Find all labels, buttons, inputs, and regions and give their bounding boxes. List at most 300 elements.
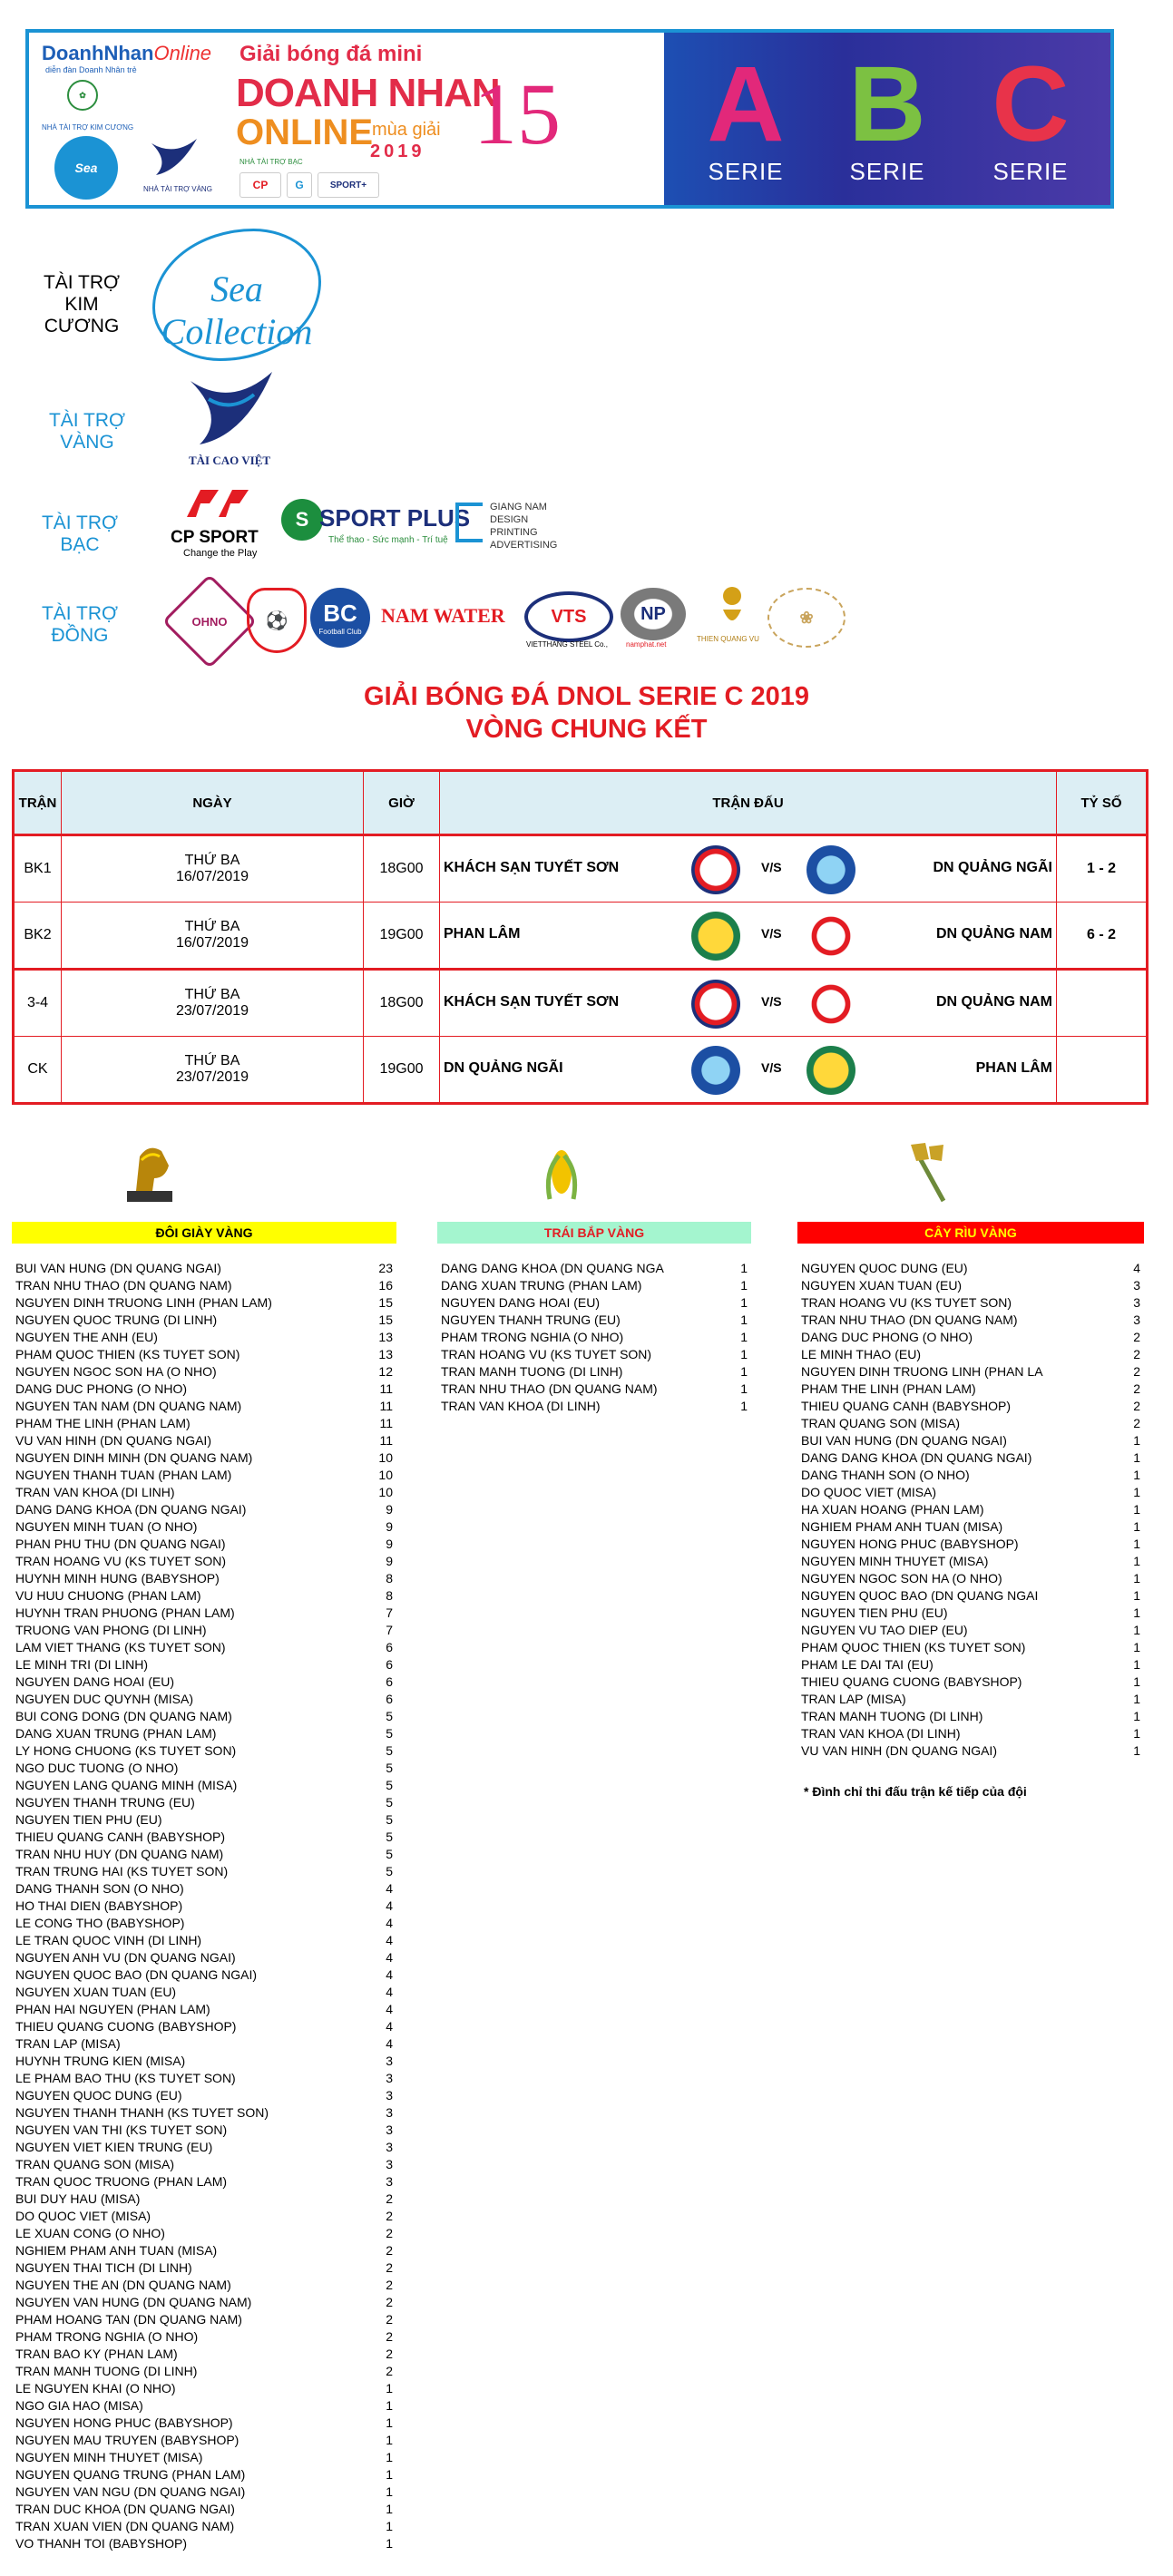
player-row bbox=[12, 2397, 396, 2415]
fixture-time: 19G00 bbox=[364, 903, 440, 970]
fixture-match bbox=[440, 1037, 1057, 1104]
player-name: TRAN NHU THAO (DN QUANG NAM) bbox=[15, 1278, 232, 1293]
player-row bbox=[797, 1587, 1144, 1605]
player-name: TRAN HOANG VU (KS TUYET SON) bbox=[15, 1554, 227, 1568]
away-team: DN QUẢNG NAM bbox=[936, 926, 1052, 942]
phan-lam-badge-icon bbox=[806, 1046, 855, 1095]
player-count: 3 bbox=[386, 2105, 393, 2120]
player-row bbox=[437, 1294, 751, 1312]
giay-vang-list bbox=[12, 1260, 396, 2552]
player-count: 2 bbox=[386, 2209, 393, 2223]
player-row bbox=[797, 1398, 1144, 1415]
player-name: NGUYEN VAN NGU (DN QUANG NGAI) bbox=[15, 2484, 246, 2499]
header-banner bbox=[25, 29, 1114, 209]
serie-c-letter: C bbox=[992, 44, 1070, 164]
player-name: DANG DANG KHOA (DN QUANG NGA bbox=[441, 1261, 664, 1275]
fixture-date bbox=[62, 970, 364, 1037]
player-name: PHAM TRONG NGHIA (O NHO) bbox=[15, 2329, 199, 2344]
player-name: NGUYEN VU TAO DIEP (EU) bbox=[801, 1623, 968, 1637]
tai-cao-viet-text: TÀI CAO VIỆT bbox=[189, 454, 271, 467]
player-name: PHAM HOANG TAN (DN QUANG NAM) bbox=[15, 2312, 242, 2327]
player-row bbox=[12, 1381, 396, 1398]
fixture-row bbox=[14, 835, 1148, 903]
player-row bbox=[12, 2466, 396, 2483]
player-row bbox=[12, 2173, 396, 2191]
player-count: 3 bbox=[386, 2088, 393, 2103]
player-name: PHAM TRONG NGHIA (O NHO) bbox=[441, 1330, 624, 1344]
vts-subtext: VIETTHANG STEEL Co., bbox=[526, 640, 608, 649]
player-name: VU VAN HINH (DN QUANG NGAI) bbox=[15, 1433, 211, 1448]
player-row bbox=[12, 2432, 396, 2449]
player-name: DANG DANG KHOA (DN QUANG NGAI) bbox=[15, 1502, 247, 1517]
player-count: 2 bbox=[386, 2278, 393, 2292]
player-count: 15 bbox=[378, 1295, 393, 1310]
serie-a-letter: A bbox=[707, 44, 785, 164]
player-row bbox=[12, 1294, 396, 1312]
player-row bbox=[437, 1312, 751, 1329]
player-name: HUYNH MINH HUNG (BABYSHOP) bbox=[15, 1571, 220, 1586]
player-count: 3 bbox=[1133, 1278, 1140, 1293]
player-row bbox=[12, 2363, 396, 2380]
serie-b-letter: B bbox=[848, 44, 926, 164]
sea-collection-text: Sea Collection bbox=[161, 268, 313, 352]
player-count: 11 bbox=[379, 1416, 393, 1430]
player-row bbox=[12, 2259, 396, 2277]
player-name: NGUYEN MINH THUYET (MISA) bbox=[801, 1554, 989, 1568]
banner-sponsor-kim-cuong: NHÀ TÀI TRỢ KIM CƯƠNG bbox=[42, 123, 134, 132]
player-count: 2 bbox=[386, 2191, 393, 2206]
header-tran-dau: TRẬN ĐẤU bbox=[440, 771, 1057, 835]
player-name: LE NGUYEN KHAI (O NHO) bbox=[15, 2381, 176, 2395]
player-name: NGUYEN THANH TRUNG (EU) bbox=[441, 1312, 621, 1327]
player-row bbox=[12, 1777, 396, 1794]
player-row bbox=[797, 1329, 1144, 1346]
player-name: TRAN TRUNG HAI (KS TUYET SON) bbox=[15, 1864, 229, 1878]
player-name: NGUYEN XUAN TUAN (EU) bbox=[15, 1985, 177, 1999]
player-row bbox=[437, 1381, 751, 1398]
player-row bbox=[797, 1346, 1144, 1363]
player-name: LE MINH THAO (EU) bbox=[801, 1347, 921, 1361]
vts-logo-icon bbox=[524, 591, 613, 642]
fixture-score bbox=[1057, 1037, 1148, 1104]
player-count: 12 bbox=[378, 1364, 393, 1379]
header-ngay: NGÀY bbox=[62, 771, 364, 835]
player-row bbox=[12, 1691, 396, 1708]
player-name: NGUYEN NGOC SON HA (O NHO) bbox=[801, 1571, 1002, 1586]
fixture-time: 19G00 bbox=[364, 1037, 440, 1104]
player-name: VO THANH TOI (BABYSHOP) bbox=[15, 2536, 188, 2551]
player-count: 4 bbox=[386, 2036, 393, 2051]
player-count: 1 bbox=[1133, 1657, 1140, 1672]
fixture-id: BK1 bbox=[14, 835, 62, 903]
player-count: 1 bbox=[386, 2398, 393, 2413]
away-team: PHAN LÂM bbox=[975, 1060, 1052, 1076]
vs-label: V/S bbox=[761, 994, 782, 1009]
serie-b-label: SERIE bbox=[849, 158, 925, 185]
player-name: PHAN HAI NGUYEN (PHAN LAM) bbox=[15, 2002, 210, 2016]
player-count: 1 bbox=[1133, 1692, 1140, 1706]
fixture-row bbox=[14, 903, 1148, 970]
player-row bbox=[12, 2208, 396, 2225]
player-row bbox=[12, 1570, 396, 1587]
player-count: 8 bbox=[386, 1571, 393, 1586]
player-count: 5 bbox=[386, 1726, 393, 1741]
home-team: KHÁCH SẠN TUYẾT SƠN bbox=[444, 994, 620, 1010]
player-name: NGUYEN DINH TRUONG LINH (PHAN LA bbox=[801, 1364, 1043, 1379]
player-count: 2 bbox=[386, 2260, 393, 2275]
home-team: PHAN LÂM bbox=[444, 926, 521, 942]
player-name: NGUYEN THANH THANH (KS TUYET SON) bbox=[15, 2105, 269, 2120]
player-count: 1 bbox=[740, 1399, 748, 1413]
player-row bbox=[12, 1398, 396, 1415]
player-row bbox=[12, 2518, 396, 2535]
player-name: THIEU QUANG CUONG (BABYSHOP) bbox=[801, 1674, 1022, 1689]
player-row bbox=[797, 1673, 1144, 1691]
player-name: TRAN VAN KHOA (DI LINH) bbox=[801, 1726, 961, 1741]
player-row bbox=[797, 1432, 1144, 1449]
player-row bbox=[12, 1329, 396, 1346]
player-row bbox=[797, 1277, 1144, 1294]
player-row bbox=[797, 1691, 1144, 1708]
player-name: LAM VIET THANG (KS TUYET SON) bbox=[15, 1640, 226, 1654]
player-name: THIEU QUANG CUONG (BABYSHOP) bbox=[15, 2019, 237, 2034]
player-row bbox=[12, 1846, 396, 1863]
sponsor-badge-icon: ✿ bbox=[67, 80, 98, 111]
player-name: TRAN NHU HUY (DN QUANG NAM) bbox=[15, 1847, 224, 1861]
player-count: 4 bbox=[386, 2002, 393, 2016]
player-count: 3 bbox=[386, 2157, 393, 2171]
player-name: NGUYEN MAU TRUYEN (BABYSHOP) bbox=[15, 2433, 239, 2447]
giang-nam-logo-icon bbox=[455, 503, 483, 542]
player-row bbox=[12, 1880, 396, 1898]
sponsor-label-kim-cuong: TÀI TRỢ KIM CƯƠNG bbox=[43, 272, 121, 337]
sport-plus-text: SPORT PLUS bbox=[319, 504, 471, 532]
player-count: 3 bbox=[386, 2122, 393, 2137]
player-count: 10 bbox=[378, 1468, 393, 1482]
player-row bbox=[797, 1294, 1144, 1312]
player-name: NGUYEN MINH THUYET (MISA) bbox=[15, 2450, 203, 2464]
fixture-date-value: 23/07/2019 bbox=[175, 1069, 249, 1085]
player-count: 4 bbox=[386, 1898, 393, 1913]
player-row bbox=[12, 2294, 396, 2311]
player-count: 1 bbox=[1133, 1450, 1140, 1465]
vs-label: V/S bbox=[761, 926, 782, 941]
player-row bbox=[12, 2483, 396, 2501]
serie-a-label: SERIE bbox=[708, 158, 784, 185]
bap-vang-list bbox=[437, 1260, 751, 1415]
player-row bbox=[12, 2225, 396, 2242]
player-count: 3 bbox=[1133, 1312, 1140, 1327]
player-count: 13 bbox=[378, 1347, 393, 1361]
player-count: 4 bbox=[386, 1916, 393, 1930]
player-count: 2 bbox=[1133, 1416, 1140, 1430]
player-count: 5 bbox=[386, 1795, 393, 1810]
player-count: 2 bbox=[386, 2243, 393, 2258]
bc-subtext: Football Club bbox=[318, 628, 362, 636]
player-row bbox=[12, 1587, 396, 1605]
vs-label: V/S bbox=[761, 1060, 782, 1075]
player-row bbox=[12, 1811, 396, 1829]
player-name: HO THAI DIEN (BABYSHOP) bbox=[15, 1898, 183, 1913]
player-name: NGUYEN QUANG TRUNG (PHAN LAM) bbox=[15, 2467, 246, 2482]
player-count: 1 bbox=[386, 2484, 393, 2499]
player-row bbox=[797, 1622, 1144, 1639]
player-name: TRUONG VAN PHONG (DI LINH) bbox=[15, 1623, 207, 1637]
player-row bbox=[12, 1794, 396, 1811]
player-row bbox=[797, 1518, 1144, 1536]
player-row bbox=[437, 1329, 751, 1346]
player-row bbox=[12, 1915, 396, 1932]
player-row bbox=[12, 1673, 396, 1691]
player-row bbox=[797, 1415, 1144, 1432]
fixture-row bbox=[14, 1037, 1148, 1104]
fixture-score bbox=[1057, 970, 1148, 1037]
player-count: 4 bbox=[386, 1985, 393, 1999]
player-count: 10 bbox=[378, 1450, 393, 1465]
player-count: 1 bbox=[1133, 1468, 1140, 1482]
golden-boot-trophy-icon bbox=[118, 1138, 181, 1204]
player-row bbox=[12, 2449, 396, 2466]
player-row bbox=[12, 2346, 396, 2363]
player-row bbox=[12, 1725, 396, 1742]
player-row bbox=[437, 1398, 751, 1415]
player-count: 2 bbox=[386, 2295, 393, 2309]
player-count: 3 bbox=[386, 2140, 393, 2154]
player-name: TRAN MANH TUONG (DI LINH) bbox=[801, 1709, 983, 1723]
giay-vang-header: ĐÔI GIÀY VÀNG bbox=[12, 1222, 396, 1244]
sport-plus-mini-logo-icon: SPORT+ bbox=[318, 172, 379, 198]
player-name: NGO DUC TUONG (O NHO) bbox=[15, 1761, 179, 1775]
banner-title-line2: DOANH NHAN bbox=[236, 71, 500, 115]
player-count: 5 bbox=[386, 1830, 393, 1844]
player-count: 3 bbox=[386, 2054, 393, 2068]
player-name: NGUYEN LANG QUANG MINH (MISA) bbox=[15, 1778, 238, 1792]
fixture-date bbox=[62, 903, 364, 970]
fixture-id: 3-4 bbox=[14, 970, 62, 1037]
player-count: 5 bbox=[386, 1847, 393, 1861]
player-row bbox=[437, 1363, 751, 1381]
player-count: 5 bbox=[386, 1709, 393, 1723]
player-count: 9 bbox=[386, 1502, 393, 1517]
fixture-day: THỨ BA bbox=[184, 1053, 240, 1068]
player-name: NGUYEN THANH TUAN (PHAN LAM) bbox=[15, 1468, 232, 1482]
player-row bbox=[12, 2242, 396, 2259]
player-count: 2 bbox=[1133, 1347, 1140, 1361]
thien-quang-vu-text: THIEN QUANG VU bbox=[697, 635, 759, 643]
away-team: DN QUẢNG NAM bbox=[936, 994, 1052, 1010]
player-count: 1 bbox=[386, 2502, 393, 2516]
player-name: DANG DUC PHONG (O NHO) bbox=[801, 1330, 973, 1344]
player-row bbox=[12, 1656, 396, 1673]
riu-vang-header: CÂY RÌU VÀNG bbox=[797, 1222, 1144, 1244]
dn-quang-ngai-badge-icon bbox=[806, 845, 855, 894]
player-name: LE XUAN CONG (O NHO) bbox=[15, 2226, 165, 2240]
player-row bbox=[12, 1949, 396, 1966]
tai-cao-viet-logo-icon bbox=[147, 134, 201, 180]
player-row bbox=[12, 1501, 396, 1518]
player-count: 1 bbox=[1133, 1726, 1140, 1741]
banner-title-line3: ONLINE bbox=[236, 112, 374, 152]
player-name: DANG THANH SON (O NHO) bbox=[15, 1881, 184, 1896]
player-name: BUI CONG DONG (DN QUANG NAM) bbox=[15, 1709, 232, 1723]
player-count: 10 bbox=[378, 1485, 393, 1499]
player-name: BUI VAN HUNG (DN QUANG NGAI) bbox=[15, 1261, 221, 1275]
player-count: 1 bbox=[1133, 1554, 1140, 1568]
banner-season: mùa giải bbox=[372, 120, 441, 140]
player-name: VU HUU CHUONG (PHAN LAM) bbox=[15, 1588, 201, 1603]
player-name: NGUYEN ANH VU (DN QUANG NGAI) bbox=[15, 1950, 236, 1965]
player-count: 1 bbox=[1133, 1640, 1140, 1654]
player-name: PHAM QUOC THIEN (KS TUYET SON) bbox=[801, 1640, 1026, 1654]
phan-lam-badge-icon bbox=[691, 912, 740, 961]
player-name: HA XUAN HOANG (PHAN LAM) bbox=[801, 1502, 984, 1517]
player-count: 1 bbox=[1133, 1623, 1140, 1637]
home-team: DN QUẢNG NGÃI bbox=[444, 1060, 563, 1076]
player-name: NGUYEN TIEN PHU (EU) bbox=[801, 1605, 948, 1620]
player-row bbox=[12, 1449, 396, 1467]
player-name: LY HONG CHUONG (KS TUYET SON) bbox=[15, 1743, 237, 1758]
banner-sponsor-bac: NHÀ TÀI TRỢ BẠC bbox=[239, 158, 303, 166]
player-row bbox=[12, 1346, 396, 1363]
fixture-row bbox=[14, 970, 1148, 1037]
player-count: 1 bbox=[1133, 1674, 1140, 1689]
player-name: NGUYEN THE ANH (EU) bbox=[15, 1330, 158, 1344]
vs-label: V/S bbox=[761, 860, 782, 874]
player-count: 2 bbox=[1133, 1364, 1140, 1379]
golden-corn-icon bbox=[541, 1145, 582, 1205]
player-row bbox=[12, 2535, 396, 2552]
player-name: TRAN LAP (MISA) bbox=[15, 2036, 121, 2051]
player-row bbox=[12, 1863, 396, 1880]
player-count: 4 bbox=[386, 2019, 393, 2034]
player-row bbox=[12, 2415, 396, 2432]
player-count: 4 bbox=[386, 1950, 393, 1965]
player-name: NGUYEN MINH TUAN (O NHO) bbox=[15, 1519, 198, 1534]
player-count: 4 bbox=[1133, 1261, 1140, 1275]
player-name: NGUYEN DANG HOAI (EU) bbox=[441, 1295, 601, 1310]
serie-b bbox=[824, 44, 951, 186]
banner-title-line1: Giải bóng đá mini bbox=[239, 42, 423, 66]
player-row bbox=[797, 1312, 1144, 1329]
player-name: TRAN BAO KY (PHAN LAM) bbox=[15, 2347, 178, 2361]
cp-sport-text: CP SPORT bbox=[171, 528, 259, 547]
player-count: 1 bbox=[740, 1312, 748, 1327]
player-name: BUI DUY HAU (MISA) bbox=[15, 2191, 141, 2206]
player-count: 2 bbox=[1133, 1330, 1140, 1344]
player-row bbox=[437, 1277, 751, 1294]
player-name: PHAM THE LINH (PHAN LAM) bbox=[801, 1381, 976, 1396]
player-row bbox=[12, 2156, 396, 2173]
player-count: 1 bbox=[386, 2415, 393, 2430]
player-row bbox=[12, 1742, 396, 1760]
banner-edition-number: 15 bbox=[474, 65, 561, 162]
player-row bbox=[797, 1708, 1144, 1725]
dn-quang-nam-badge-icon bbox=[806, 980, 855, 1029]
player-row bbox=[12, 1553, 396, 1570]
player-row bbox=[12, 1518, 396, 1536]
player-row bbox=[12, 2122, 396, 2139]
sport-plus-slogan: Thể thao - Sức mạnh - Trí tuệ bbox=[328, 535, 448, 545]
player-count: 1 bbox=[386, 2519, 393, 2533]
player-name: PHAM THE LINH (PHAN LAM) bbox=[15, 1416, 191, 1430]
player-count: 5 bbox=[386, 1761, 393, 1775]
nam-phat-logo-icon bbox=[621, 588, 686, 640]
banner-sponsor-vang: NHÀ TÀI TRỢ VÀNG bbox=[143, 185, 212, 193]
player-name: NGUYEN QUOC TRUNG (DI LINH) bbox=[15, 1312, 218, 1327]
player-name: NGUYEN DANG HOAI (EU) bbox=[15, 1674, 175, 1689]
player-name: TRAN VAN KHOA (DI LINH) bbox=[15, 1485, 175, 1499]
player-row bbox=[797, 1725, 1144, 1742]
player-name: NGUYEN VAN HUNG (DN QUANG NAM) bbox=[15, 2295, 252, 2309]
player-row bbox=[797, 1656, 1144, 1673]
player-count: 6 bbox=[386, 1692, 393, 1706]
player-count: 1 bbox=[740, 1364, 748, 1379]
player-row bbox=[437, 1260, 751, 1277]
player-count: 1 bbox=[740, 1261, 748, 1275]
player-name: NGUYEN THE AN (DN QUANG NAM) bbox=[15, 2278, 231, 2292]
player-count: 9 bbox=[386, 1537, 393, 1551]
player-row bbox=[12, 2001, 396, 2018]
player-row bbox=[12, 2277, 396, 2294]
player-count: 1 bbox=[386, 2467, 393, 2482]
player-name: NGUYEN QUOC BAO (DN QUANG NGAI) bbox=[15, 1967, 258, 1982]
player-name: TRAN MANH TUONG (DI LINH) bbox=[441, 1364, 623, 1379]
giang-nam-text bbox=[490, 501, 557, 551]
fixture-time: 18G00 bbox=[364, 970, 440, 1037]
player-row bbox=[12, 1932, 396, 1949]
player-count: 1 bbox=[1133, 1571, 1140, 1586]
player-name: LE MINH TRI (DI LINH) bbox=[15, 1657, 148, 1672]
player-name: NGO GIA HAO (MISA) bbox=[15, 2398, 143, 2413]
ornament-logo-icon: ❀ bbox=[767, 588, 846, 648]
player-name: NGUYEN TAN NAM (DN QUANG NAM) bbox=[15, 1399, 242, 1413]
player-name: NGUYEN THAI TICH (DI LINH) bbox=[15, 2260, 192, 2275]
away-team: DN QUẢNG NGÃI bbox=[933, 860, 1052, 875]
player-name: HUYNH TRUNG KIEN (MISA) bbox=[15, 2054, 186, 2068]
player-name: TRAN NHU THAO (DN QUANG NAM) bbox=[801, 1312, 1018, 1327]
fixtures-header-row bbox=[14, 771, 1148, 835]
player-count: 13 bbox=[378, 1330, 393, 1344]
banner-brand-tag: diễn đàn Doanh Nhân trẻ bbox=[45, 65, 137, 74]
player-row bbox=[12, 2035, 396, 2053]
player-count: 2 bbox=[386, 2364, 393, 2378]
player-name: NGUYEN XUAN TUAN (EU) bbox=[801, 1278, 963, 1293]
player-name: THIEU QUANG CANH (BABYSHOP) bbox=[15, 1830, 226, 1844]
player-name: NGUYEN HONG PHUC (BABYSHOP) bbox=[15, 2415, 233, 2430]
player-name: DANG DUC PHONG (O NHO) bbox=[15, 1381, 187, 1396]
giang-nam-line2: DESIGN bbox=[490, 514, 529, 525]
sponsor-label-dong: TÀI TRỢ ĐỒNG bbox=[41, 603, 119, 646]
giang-nam-mini-logo-icon: G bbox=[287, 172, 312, 198]
player-name: TRAN HOANG VU (KS TUYET SON) bbox=[441, 1347, 652, 1361]
player-name: LE PHAM BAO THU (KS TUYET SON) bbox=[15, 2071, 236, 2085]
player-row bbox=[12, 1312, 396, 1329]
player-count: 2 bbox=[386, 2226, 393, 2240]
player-row bbox=[797, 1449, 1144, 1467]
player-row bbox=[12, 1639, 396, 1656]
serie-a bbox=[682, 44, 809, 186]
bc-text: BC bbox=[323, 600, 357, 627]
player-name: TRAN XUAN VIEN (DN QUANG NAM) bbox=[15, 2519, 235, 2533]
player-name: TRAN DUC KHOA (DN QUANG NGAI) bbox=[15, 2502, 235, 2516]
player-name: TRAN HOANG VU (KS TUYET SON) bbox=[801, 1295, 1012, 1310]
player-name: VU VAN HINH (DN QUANG NGAI) bbox=[801, 1743, 997, 1758]
player-count: 6 bbox=[386, 1657, 393, 1672]
player-name: TRAN MANH TUONG (DI LINH) bbox=[15, 2364, 198, 2378]
ks-tuyet-son-badge-icon bbox=[691, 980, 740, 1029]
player-name: PHAM QUOC THIEN (KS TUYET SON) bbox=[15, 1347, 240, 1361]
player-count: 1 bbox=[1133, 1433, 1140, 1448]
